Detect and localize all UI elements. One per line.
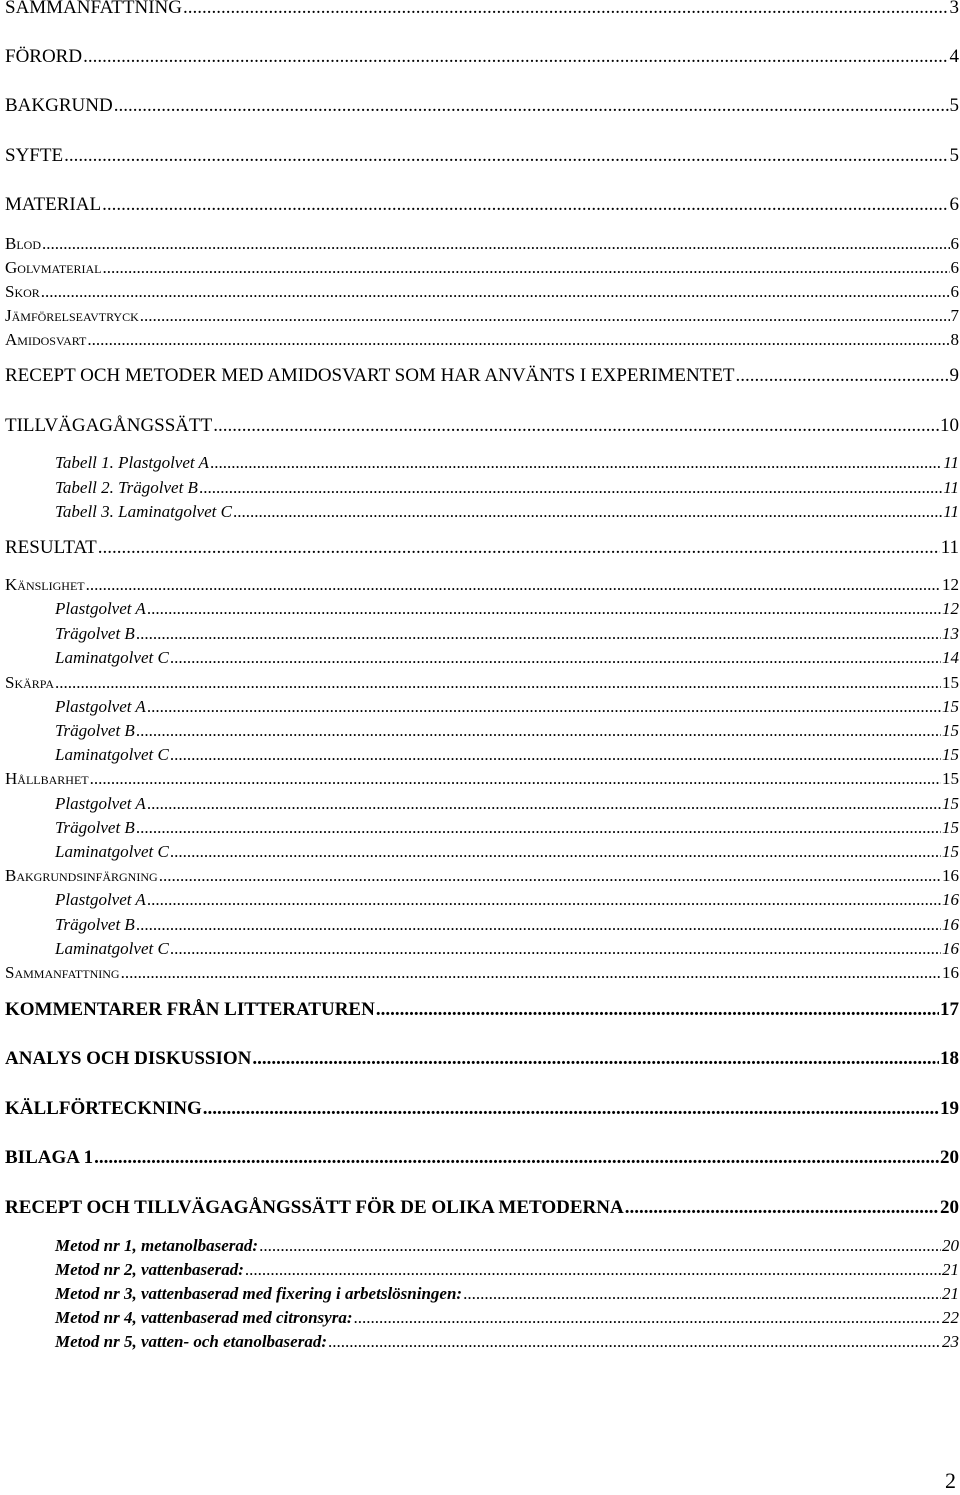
toc-entry[interactable]: [0, 46, 960, 68]
toc-entry[interactable]: [0, 1236, 960, 1256]
toc-entry-page: 16: [942, 915, 959, 934]
dot-leader: [199, 478, 942, 498]
toc-entry-page: 11: [943, 453, 959, 472]
dot-leader: [136, 915, 941, 935]
dot-leader: [90, 769, 941, 789]
toc-entry-title: Trägolvet B: [55, 721, 135, 740]
toc-entry-page: 15: [942, 673, 959, 692]
toc-entry-title: Plastgolvet A: [55, 890, 146, 909]
toc-entry-title: RECEPT OCH METODER MED AMIDOSVART SOM HAR ANVÄNTS I EXPERIMENTET: [5, 365, 735, 386]
dot-leader: [463, 1284, 941, 1304]
toc-entry-title: Tabell 1. Plastgolvet A: [55, 453, 209, 472]
dot-leader: [87, 330, 949, 350]
dot-leader: [83, 46, 948, 68]
toc-entry[interactable]: [0, 1098, 960, 1120]
toc-entry-title: Metod nr 1, metanolbaserad:: [55, 1236, 259, 1255]
toc-entry-title: Metod nr 4, vattenbaserad med citronsyra:: [55, 1308, 353, 1327]
toc-entry-title: Blod: [5, 234, 42, 253]
toc-entry-title: RESULTAT: [5, 537, 97, 558]
toc-entry-page: 15: [942, 745, 959, 764]
dot-leader: [102, 194, 948, 216]
dot-leader: [55, 673, 941, 693]
toc-entry[interactable]: [0, 194, 960, 216]
dot-leader: [259, 1236, 941, 1256]
toc-entry-page: 14: [942, 648, 959, 667]
dot-leader: [136, 818, 941, 838]
toc-entry-page: 5: [949, 95, 959, 116]
dot-leader: [147, 890, 941, 910]
toc-entry-page: 11: [943, 502, 959, 521]
toc-entry[interactable]: [0, 939, 960, 959]
dot-leader: [625, 1197, 939, 1219]
toc-entry-title: Amidosvart: [5, 330, 87, 349]
toc-entry-title: Golvmaterial: [5, 258, 102, 277]
toc-entry[interactable]: [0, 599, 960, 619]
toc-entry-title: Tabell 2. Trägolvet B: [55, 478, 198, 497]
dot-leader: [64, 145, 948, 167]
toc-entry-page: 6: [949, 194, 959, 215]
dot-leader: [213, 415, 939, 437]
toc-entry[interactable]: [0, 794, 960, 814]
toc-entry-page: 4: [949, 46, 959, 67]
toc-entry-title: RECEPT OCH TILLVÄGAGÅNGSSÄTT FÖR DE OLIKA METODERNA: [5, 1197, 624, 1218]
toc-entry-title: Skor: [5, 282, 40, 301]
toc-entry-page: 12: [942, 575, 959, 594]
toc-entry-page: 20: [940, 1147, 959, 1168]
dot-leader: [183, 0, 949, 19]
toc-entry[interactable]: [0, 697, 960, 717]
toc-entry-title: Jämförelseavtryck: [5, 306, 139, 325]
toc-entry-title: Trägolvet B: [55, 915, 135, 934]
toc-entry-page: 18: [940, 1048, 959, 1069]
toc-entry-title: TILLVÄGAGÅNGSSÄTT: [5, 415, 213, 436]
toc-entry-title: Laminatgolvet C: [55, 648, 169, 667]
dot-leader: [98, 537, 940, 559]
toc-entry[interactable]: [0, 890, 960, 910]
toc-entry-page: 6: [950, 282, 959, 301]
toc-entry-page: 15: [942, 697, 959, 716]
toc-entry-title: Laminatgolvet C: [55, 745, 169, 764]
dot-leader: [121, 963, 941, 983]
toc-entry-page: 11: [940, 537, 959, 558]
toc-entry-title: Metod nr 2, vattenbaserad:: [55, 1260, 244, 1279]
toc-entry-page: 9: [949, 365, 959, 386]
toc-entry-title: Metod nr 5, vatten- och etanolbaserad:: [55, 1332, 327, 1351]
toc-entry-title: Plastgolvet A: [55, 599, 146, 618]
dot-leader: [159, 866, 941, 886]
toc-entry[interactable]: [0, 745, 960, 765]
toc-entry-title: BILAGA 1: [5, 1147, 94, 1168]
dot-leader: [233, 502, 942, 522]
toc-entry-title: FÖRORD: [5, 46, 83, 67]
toc-entry[interactable]: [0, 999, 960, 1021]
toc-entry-title: Känslighet: [5, 575, 85, 594]
toc-entry[interactable]: [0, 502, 960, 522]
toc-entry-page: 12: [942, 599, 959, 618]
dot-leader: [94, 1147, 939, 1169]
toc-entry-title: KOMMENTARER FRÅN LITTERATUREN: [5, 999, 375, 1020]
toc-entry[interactable]: [0, 1147, 960, 1169]
toc-entry[interactable]: [0, 673, 960, 693]
toc-entry-page: 11: [943, 478, 959, 497]
toc-entry-page: 15: [942, 769, 959, 788]
dot-leader: [170, 648, 941, 668]
toc-entry-title: Laminatgolvet C: [55, 939, 169, 958]
toc-entry-page: 21: [942, 1284, 959, 1303]
toc-entry[interactable]: [0, 1048, 960, 1070]
toc-entry-page: 13: [942, 624, 959, 643]
dot-leader: [252, 1048, 939, 1070]
toc-entry-title: Trägolvet B: [55, 818, 135, 837]
dot-leader: [354, 1308, 942, 1328]
toc-entry[interactable]: [0, 95, 960, 117]
toc-entry-page: 8: [950, 330, 959, 349]
toc-entry-title: Plastgolvet A: [55, 794, 146, 813]
dot-leader: [328, 1332, 941, 1352]
toc-entry[interactable]: [0, 769, 960, 789]
toc-entry-page: 15: [942, 794, 959, 813]
toc-entry-page: 5: [949, 145, 959, 166]
toc-entry-page: 23: [942, 1332, 959, 1351]
toc-entry[interactable]: [0, 145, 960, 167]
dot-leader: [210, 453, 942, 473]
toc-entry-page: 16: [942, 866, 959, 885]
dot-leader: [114, 95, 949, 117]
dot-leader: [41, 282, 950, 302]
page-number: 2: [945, 1468, 956, 1493]
toc-entry-page: 6: [950, 258, 959, 277]
toc-entry-title: Sammanfattning: [5, 963, 120, 982]
toc-entry[interactable]: [0, 1197, 960, 1219]
toc-entry[interactable]: [0, 963, 960, 983]
toc-entry-page: 20: [942, 1236, 959, 1255]
dot-leader: [147, 794, 941, 814]
toc-entry-page: 21: [942, 1260, 959, 1279]
toc-entry[interactable]: [0, 415, 960, 437]
toc-entry-title: SYFTE: [5, 145, 64, 166]
toc-entry[interactable]: [0, 721, 960, 741]
toc-entry[interactable]: [0, 453, 960, 473]
dot-leader: [170, 745, 941, 765]
toc-entry-title: Trägolvet B: [55, 624, 135, 643]
toc-entry[interactable]: [0, 818, 960, 838]
toc-entry-page: 3: [949, 0, 959, 18]
dot-leader: [736, 365, 949, 387]
toc-entry-title: Metod nr 3, vattenbaserad med fixering i arbetslösningen:: [55, 1284, 463, 1303]
toc-entry-page: 17: [940, 999, 959, 1020]
dot-leader: [136, 624, 941, 644]
toc-entry-title: SAMMANFATTNING: [5, 0, 182, 18]
dot-leader: [86, 575, 941, 595]
toc-entry[interactable]: [0, 1260, 960, 1280]
toc-entry[interactable]: [0, 330, 960, 350]
toc-entry[interactable]: [0, 915, 960, 935]
dot-leader: [42, 234, 949, 254]
toc-entry-page: 16: [942, 890, 959, 909]
toc-entry-title: Laminatgolvet C: [55, 842, 169, 861]
toc-entry[interactable]: [0, 648, 960, 668]
toc-entry-title: BAKGRUND: [5, 95, 113, 116]
toc-entry-title: KÄLLFÖRTECKNING: [5, 1098, 202, 1119]
toc-entry-title: ANALYS OCH DISKUSSION: [5, 1048, 252, 1069]
toc-entry-title: Hållbarhet: [5, 769, 89, 788]
toc-entry[interactable]: [0, 306, 960, 326]
toc-entry-title: Tabell 3. Laminatgolvet C: [55, 502, 232, 521]
toc-entry-page: 15: [942, 721, 959, 740]
toc-entry-page: 15: [942, 842, 959, 861]
toc-entry[interactable]: [0, 282, 960, 302]
toc-entry[interactable]: [0, 866, 960, 886]
toc-entry[interactable]: [0, 624, 960, 644]
toc-entry[interactable]: [0, 365, 960, 387]
toc-entry[interactable]: [0, 1332, 960, 1352]
toc-entry-page: 7: [950, 306, 959, 325]
toc-entry-page: 16: [942, 963, 959, 982]
toc-entry[interactable]: [0, 1308, 960, 1328]
toc-entry[interactable]: [0, 575, 960, 595]
toc-entry[interactable]: [0, 1284, 960, 1304]
toc-entry-title: Bakgrundsinfärgning: [5, 866, 158, 885]
dot-leader: [376, 999, 939, 1021]
toc-entry[interactable]: [0, 258, 960, 278]
dot-leader: [203, 1098, 939, 1120]
toc-entry[interactable]: [0, 234, 960, 254]
toc-entry-page: 10: [940, 415, 959, 436]
toc-entry-title: MATERIAL: [5, 194, 102, 215]
dot-leader: [170, 939, 941, 959]
toc-entry-title: Plastgolvet A: [55, 697, 146, 716]
toc-entry-title: Skärpa: [5, 673, 55, 692]
toc-entry[interactable]: [0, 537, 960, 559]
dot-leader: [170, 842, 941, 862]
toc-entry[interactable]: [0, 0, 960, 19]
dot-leader: [140, 306, 950, 326]
toc-entry-page: 15: [942, 818, 959, 837]
dot-leader: [136, 721, 941, 741]
toc-entry-page: 6: [950, 234, 959, 253]
toc-entry-page: 19: [940, 1098, 959, 1119]
toc-entry-page: 20: [940, 1197, 959, 1218]
dot-leader: [245, 1260, 941, 1280]
toc-entry[interactable]: [0, 842, 960, 862]
dot-leader: [103, 258, 950, 278]
toc-entry-page: 16: [942, 939, 959, 958]
dot-leader: [147, 599, 941, 619]
dot-leader: [147, 697, 941, 717]
toc-entry-page: 22: [942, 1308, 959, 1327]
toc-entry[interactable]: [0, 478, 960, 498]
